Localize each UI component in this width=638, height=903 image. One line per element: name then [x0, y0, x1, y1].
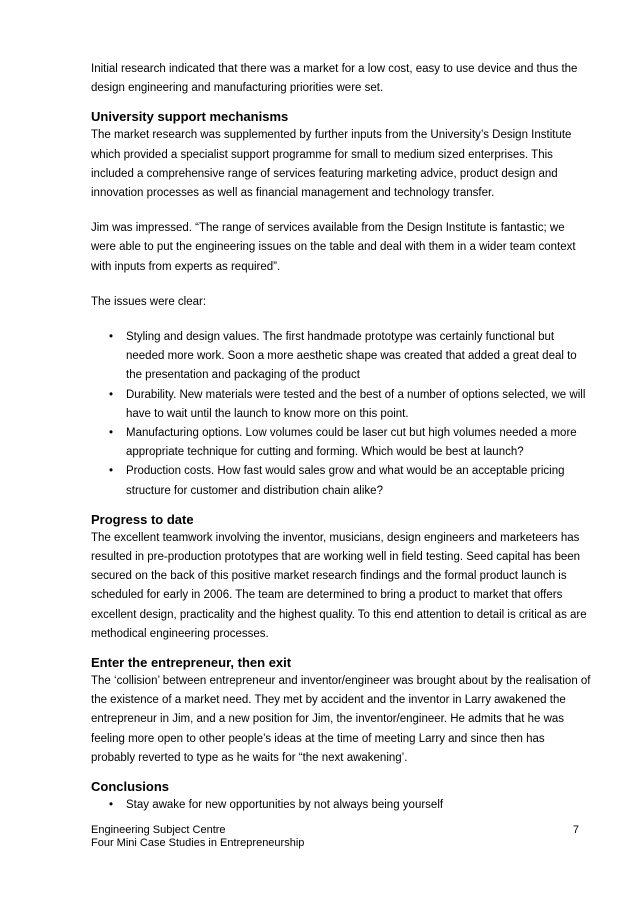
paragraph: Jim was impressed. “The range of services available from the Design Institute is fantastic; we were able to put the engineering issues on the table and deal with them in a wider team context with inputs from experts as required”. — [91, 222, 576, 273]
conclusions-list — [91, 796, 591, 815]
bullet-icon: • — [109, 331, 114, 344]
issues-list — [91, 328, 591, 501]
heading-university-support: University support mechanisms — [91, 109, 289, 125]
list-item: • Durability. New materials were tested and the best of a number of options selected, we will have to wait until the launch to know more on this point. — [91, 386, 591, 424]
page-footer — [91, 824, 579, 850]
intro-paragraph: Initial research indicated that there was a market for a low cost, easy to use device and thus the design engineering and manufacturing priorities were set. — [91, 63, 578, 95]
list-item: • Stay awake for new opportunities by not always being yourself — [91, 796, 591, 815]
paragraph: The issues were clear: — [91, 295, 207, 308]
paragraph: The market research was supplemented by further inputs from the University’s Design Institute which provided a specialist support programme for small to medium sized enterprises. This included a comprehensive range of services featuring marketing advice, product design and innovation processes as well as financial management and technology transfer. — [91, 129, 572, 200]
list-item: • Manufacturing options. Low volumes could be laser cut but high volumes needed a more appropriate technique for cutting and forming. Which would be best at launch? — [91, 424, 591, 462]
page-number: 7 — [572, 824, 579, 836]
paragraph: The excellent teamwork involving the inventor, musicians, design engineers and marketeers has resulted in pre-production prototypes that are working well in field testing. Seed capital has been secured on the back of this positive market research findings and the formal product launch is scheduled for early in 2006. The team are determined to bring a product to market that offers excellent design, practicality and the highest quality. To this end attention to detail is critical as are methodical engineering processes. — [91, 531, 587, 640]
bullet-icon: • — [109, 388, 114, 401]
heading-progress: Progress to date — [91, 511, 194, 527]
bullet-icon: • — [109, 427, 114, 440]
list-item: • Styling and design values. The first handmade prototype was certainly functional but needed more work. Soon a more aesthetic shape was created that added a great deal to the presentation and packaging of the product — [91, 328, 591, 386]
list-item: • Production costs. How fast would sales grow and what would be an acceptable pricing structure for customer and distribution chain alike? — [91, 462, 591, 500]
paragraph: The ‘collision’ between entrepreneur and inventor/engineer was brought about by the realisation of the existence of a market need. They met by accident and the inventor in Larry awakened the entrepreneur in Jim, and a new position for Jim, the inventor/engineer. He admits that he was feeling more open to other people’s ideas at the time of meeting Larry and since then has probably reverted to type as he waits for “the next awakening’. — [91, 675, 591, 764]
footer-line-2: Four Mini Case Studies in Entrepreneurship — [91, 837, 305, 849]
heading-entrepreneur: Enter the entrepreneur, then exit — [91, 655, 292, 671]
bullet-icon: • — [109, 465, 114, 478]
heading-conclusions: Conclusions — [91, 779, 170, 795]
bullet-icon: • — [109, 799, 114, 812]
footer-line-1: Engineering Subject Centre — [91, 824, 226, 836]
page-body — [91, 60, 591, 815]
